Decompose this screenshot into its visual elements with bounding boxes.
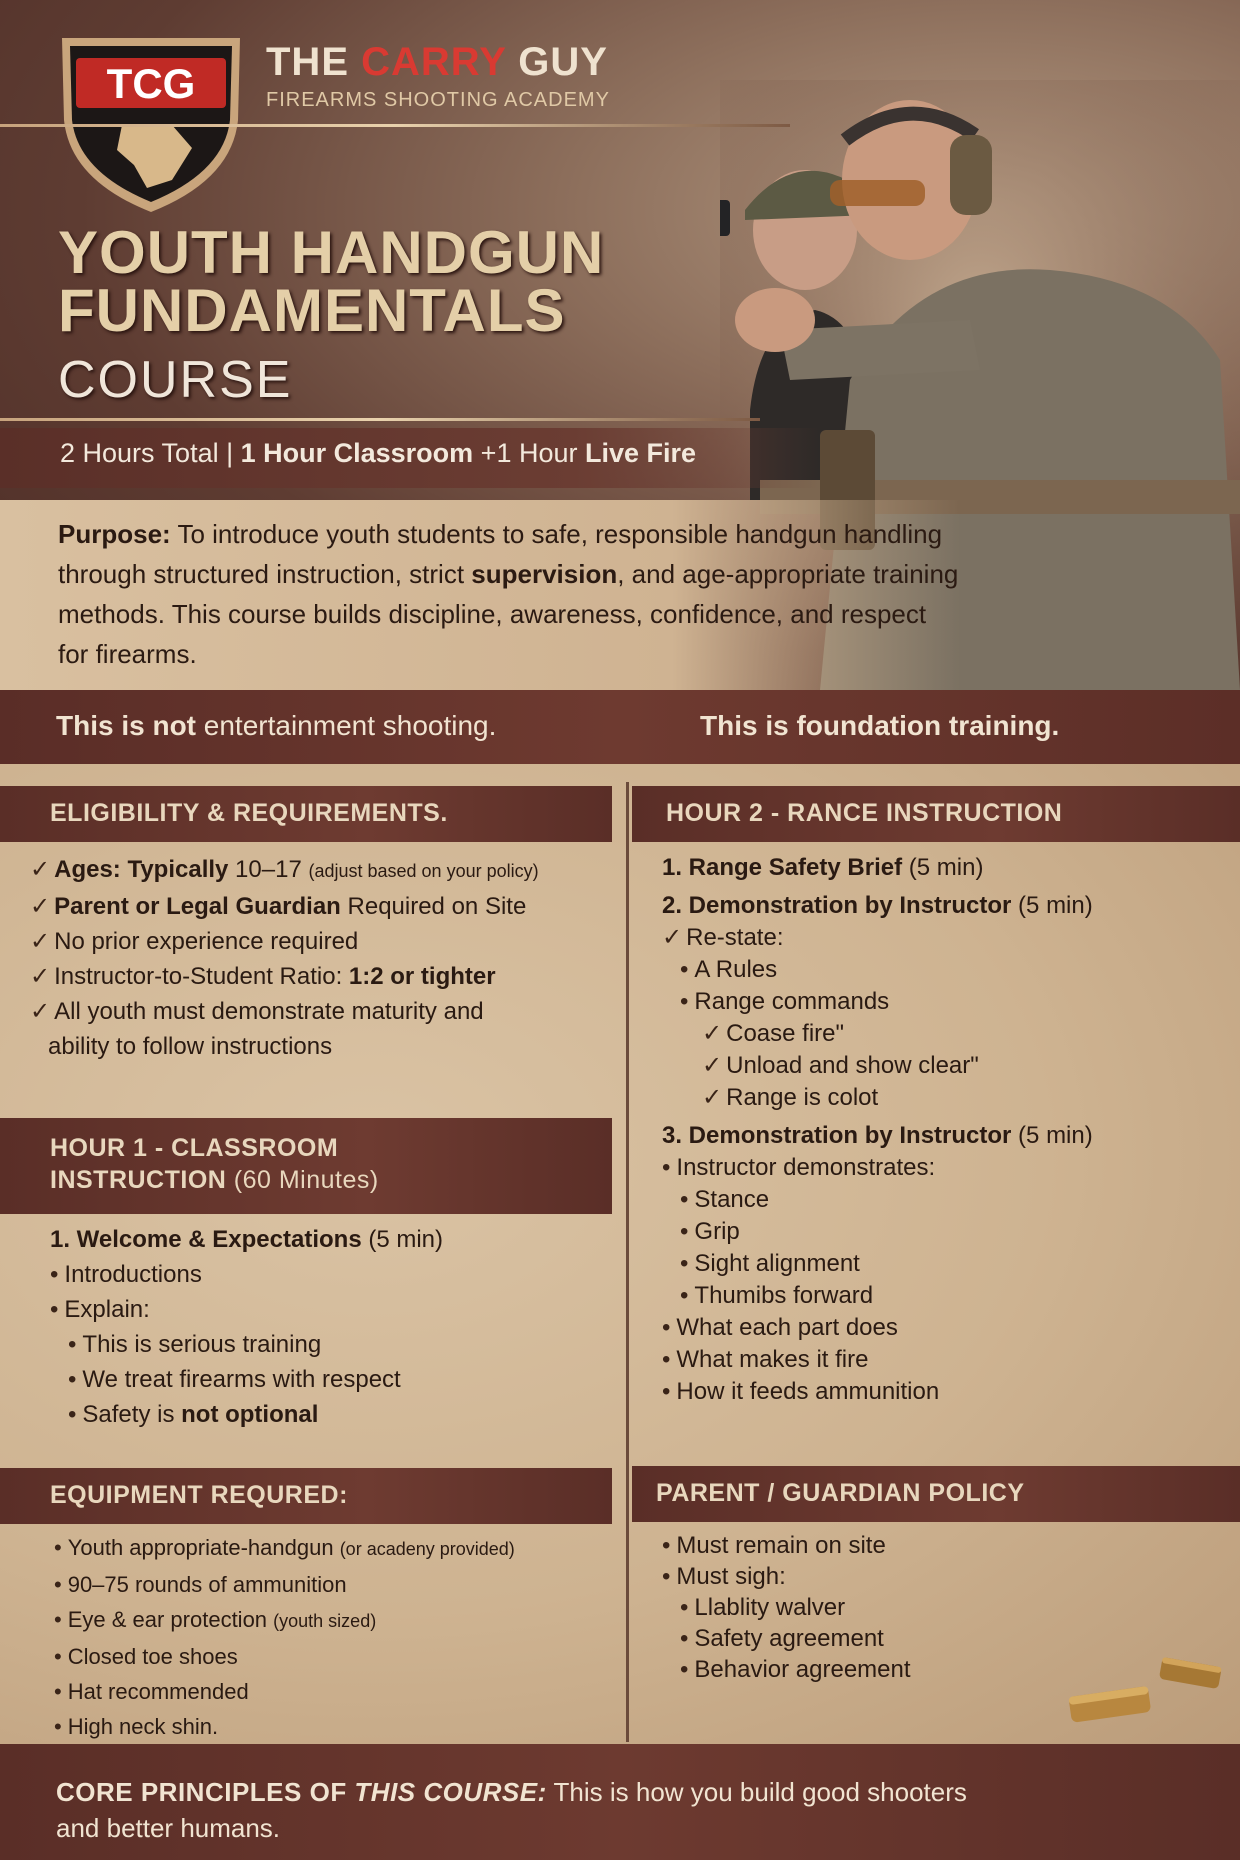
list-item: • Safety is not optional bbox=[68, 1401, 319, 1428]
list-item: • Explain: bbox=[50, 1296, 150, 1323]
eligibility-list bbox=[30, 852, 620, 1064]
list-item: • Grip bbox=[680, 1218, 740, 1245]
tagline-left: This is not entertainment shooting. bbox=[56, 710, 497, 741]
tagline-band bbox=[0, 690, 1240, 764]
list-item: • This is serious training bbox=[68, 1331, 322, 1358]
equipment-list bbox=[54, 1530, 624, 1744]
parent-policy-heading: PARENT / GUARDIAN POLICY bbox=[632, 1466, 1240, 1522]
hour1-heading: HOUR 1 - CLASSROOM INSTRUCTION (60 Minutes) bbox=[0, 1118, 612, 1214]
column-divider bbox=[626, 782, 629, 1742]
list-item: • Must remain on site bbox=[662, 1532, 886, 1559]
list-item: • What each part does bbox=[662, 1314, 898, 1341]
eligibility-heading: ELIGIBILITY & REQUIREMENTS. bbox=[0, 786, 612, 842]
hour1-list bbox=[50, 1222, 620, 1432]
list-item: ✓ No prior experience required bbox=[30, 928, 359, 955]
shell-casings-icon bbox=[1060, 1650, 1230, 1730]
list-item: 1. Welcome & Expectations (5 min) bbox=[50, 1226, 444, 1253]
list-item: • Hat recommended bbox=[54, 1679, 249, 1704]
list-item: • Instructor demonstrates: bbox=[662, 1154, 936, 1181]
list-item: • Range commands bbox=[680, 988, 890, 1015]
list-item: • High neck shin. bbox=[54, 1714, 219, 1739]
list-item: ✓ Ages: Typically 10–17 (adjust based on your policy) bbox=[30, 856, 539, 883]
list-item: • How it feeds ammunition bbox=[662, 1378, 940, 1405]
list-item: • Must sigh: bbox=[662, 1563, 786, 1590]
list-item: ✓ Unload and show clear" bbox=[702, 1052, 979, 1079]
brand-subtitle: FIREARMS SHOOTING ACADEMY bbox=[266, 89, 610, 111]
list-item: ability to follow instructions bbox=[48, 1033, 333, 1060]
list-item: ✓ All youth must demonstrate maturity and bbox=[30, 998, 484, 1025]
list-item: • Thumibs forward bbox=[680, 1282, 874, 1309]
list-item: 2. Demonstration by Instructor (5 min) bbox=[662, 892, 1093, 919]
list-item: • Introductions bbox=[50, 1261, 202, 1288]
footer-band: CORE PRINCIPLES OF THIS COURSE: This is how you build good shooters and better humans. bbox=[0, 1744, 1240, 1860]
hour2-heading: HOUR 2 - RANCE INSTRUCTION bbox=[632, 786, 1240, 842]
list-item: • Safety agreement bbox=[680, 1625, 884, 1652]
purpose-text: Purpose: To introduce youth students to safe, responsible handgun handling through structured instruction, strict supervision, and age-appropriate training methods. This course builds discipline, awareness, confidence, and respect for firearms. bbox=[0, 500, 960, 690]
list-item: 1. Range Safety Brief (5 min) bbox=[662, 854, 984, 881]
list-item: • What makes it fire bbox=[662, 1346, 869, 1373]
hour2-list bbox=[662, 852, 1232, 1408]
tcg-logo bbox=[52, 30, 250, 215]
list-item: 3. Demonstration by Instructor (5 min) bbox=[662, 1122, 1093, 1149]
parent-policy-list bbox=[662, 1530, 1062, 1685]
brand-name: THE CARRY GUY bbox=[266, 40, 608, 84]
list-item: • Llablity walver bbox=[680, 1594, 846, 1621]
list-item: • Behavior agreement bbox=[680, 1656, 911, 1683]
list-item: • Stance bbox=[680, 1186, 770, 1213]
list-item: • We treat firearms with respect bbox=[68, 1366, 401, 1393]
equipment-heading: EQUIPMENT REQURED: bbox=[0, 1468, 612, 1524]
logo-text: TCG bbox=[106, 60, 196, 107]
list-item: • Closed toe shoes bbox=[54, 1644, 238, 1669]
list-item: • 90–75 rounds of ammunition bbox=[54, 1572, 347, 1597]
list-item: • Eye & ear protection (youth sized) bbox=[54, 1607, 377, 1632]
list-item: ✓ Re-state: bbox=[662, 924, 784, 951]
list-item: • Youth appropriate-handgun (or acadeny provided) bbox=[54, 1535, 515, 1560]
brand-block bbox=[266, 40, 610, 112]
hours-line: 2 Hours Total | 1 Hour Classroom +1 Hour Live Fire bbox=[0, 428, 820, 488]
list-item: ✓ Coase fire" bbox=[702, 1020, 845, 1047]
list-item: ✓ Instructor-to-Student Ratio: 1:2 or tighter bbox=[30, 963, 496, 990]
course-title-sub: COURSE bbox=[58, 351, 293, 409]
list-item: • A Rules bbox=[680, 956, 778, 983]
list-item: ✓ Parent or Legal Guardian Required on Site bbox=[30, 893, 527, 920]
course-title: YOUTH HANDGUN FUNDAMENTALS bbox=[58, 219, 605, 344]
list-item: • Sight alignment bbox=[680, 1250, 860, 1277]
header-rule bbox=[0, 124, 790, 127]
title-rule bbox=[0, 418, 760, 421]
tagline-right: This is foundation training. bbox=[700, 710, 1060, 741]
list-item: ✓ Range is colot bbox=[702, 1084, 879, 1111]
